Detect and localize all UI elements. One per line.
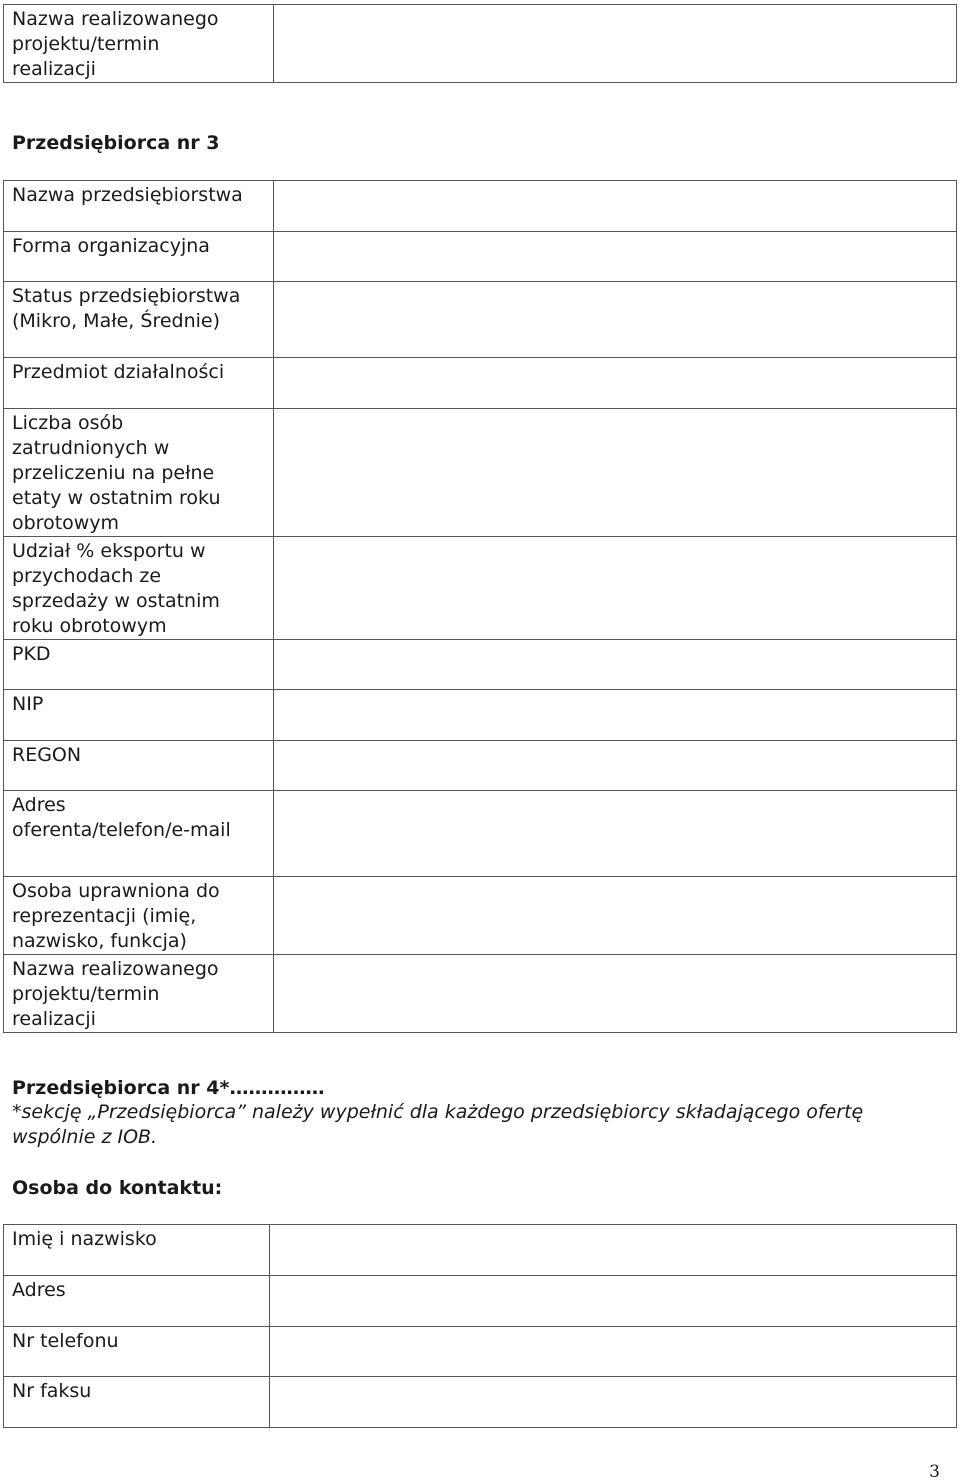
row-label: Nazwa przedsiębiorstwa <box>12 184 243 206</box>
row-label: Nr telefonu <box>12 1330 119 1352</box>
row-label: Adres oferenta/telefon/e-mail <box>12 794 231 841</box>
section-3-table <box>3 180 957 1033</box>
section-3-heading: Przedsiębiorca nr 3 <box>12 132 220 154</box>
row-label: Nazwa realizowanego projektu/termin realizacji <box>12 8 219 80</box>
label-cell <box>4 741 274 791</box>
label-cell <box>4 5 274 83</box>
row-label: Przedmiot działalności <box>12 361 225 383</box>
label-cell <box>4 1276 270 1327</box>
label-cell <box>4 409 274 537</box>
label-cell <box>4 791 274 877</box>
contact-table <box>3 1224 957 1428</box>
row-label: Udział % eksportu w przychodach ze sprzedaży w ostatnim roku obrotowym <box>12 540 220 637</box>
row-label: PKD <box>12 643 51 665</box>
label-cell <box>4 537 274 640</box>
company-status-field[interactable] <box>274 282 957 358</box>
label-cell <box>4 358 274 409</box>
label-cell <box>4 640 274 690</box>
row-label: Nazwa realizowanego projektu/termin realizacji <box>12 958 219 1030</box>
label-cell <box>4 181 274 232</box>
label-cell <box>4 1225 270 1276</box>
nip-field[interactable] <box>274 690 957 741</box>
row-label: REGON <box>12 744 82 766</box>
section-note: *sekcję „Przedsiębiorca” należy wypełnić dla każdego przedsiębiorcy składającego ofertę wspólnie z IOB. <box>12 1101 864 1148</box>
company-name-field[interactable] <box>274 181 957 232</box>
page-number: 3 <box>929 1462 940 1482</box>
row-label: Imię i nazwisko <box>12 1228 157 1250</box>
label-cell <box>4 955 274 1033</box>
label-cell <box>4 1377 270 1428</box>
representative-field[interactable] <box>274 877 957 955</box>
top-table <box>3 4 957 83</box>
label-cell <box>4 1327 270 1377</box>
contact-heading: Osoba do kontaktu: <box>12 1177 223 1199</box>
address-contact-field[interactable] <box>274 791 957 877</box>
contact-address-field[interactable] <box>270 1276 957 1327</box>
label-cell <box>4 232 274 282</box>
value-cell[interactable] <box>274 5 957 83</box>
contact-fax-field[interactable] <box>270 1377 957 1428</box>
contact-phone-field[interactable] <box>270 1327 957 1377</box>
contact-name-field[interactable] <box>270 1225 957 1276</box>
row-label: Osoba uprawniona do reprezentacji (imię, nazwisko, funkcja) <box>12 880 220 952</box>
label-cell <box>4 877 274 955</box>
employees-field[interactable] <box>274 409 957 537</box>
section-4-heading: Przedsiębiorca nr 4*…………… <box>12 1077 325 1099</box>
row-label: Liczba osób zatrudnionych w przeliczeniu na pełne etaty w ostatnim roku obrotowym <box>12 412 221 534</box>
regon-field[interactable] <box>274 741 957 791</box>
row-label: NIP <box>12 693 44 715</box>
row-label: Nr faksu <box>12 1380 92 1402</box>
row-label: Adres <box>12 1279 66 1301</box>
business-activity-field[interactable] <box>274 358 957 409</box>
label-cell <box>4 690 274 741</box>
row-label: Forma organizacyjna <box>12 235 210 257</box>
export-share-field[interactable] <box>274 537 957 640</box>
label-cell <box>4 282 274 358</box>
row-label: Status przedsiębiorstwa (Mikro, Małe, Średnie) <box>12 285 241 332</box>
project-name-field[interactable] <box>274 955 957 1033</box>
legal-form-field[interactable] <box>274 232 957 282</box>
pkd-field[interactable] <box>274 640 957 690</box>
